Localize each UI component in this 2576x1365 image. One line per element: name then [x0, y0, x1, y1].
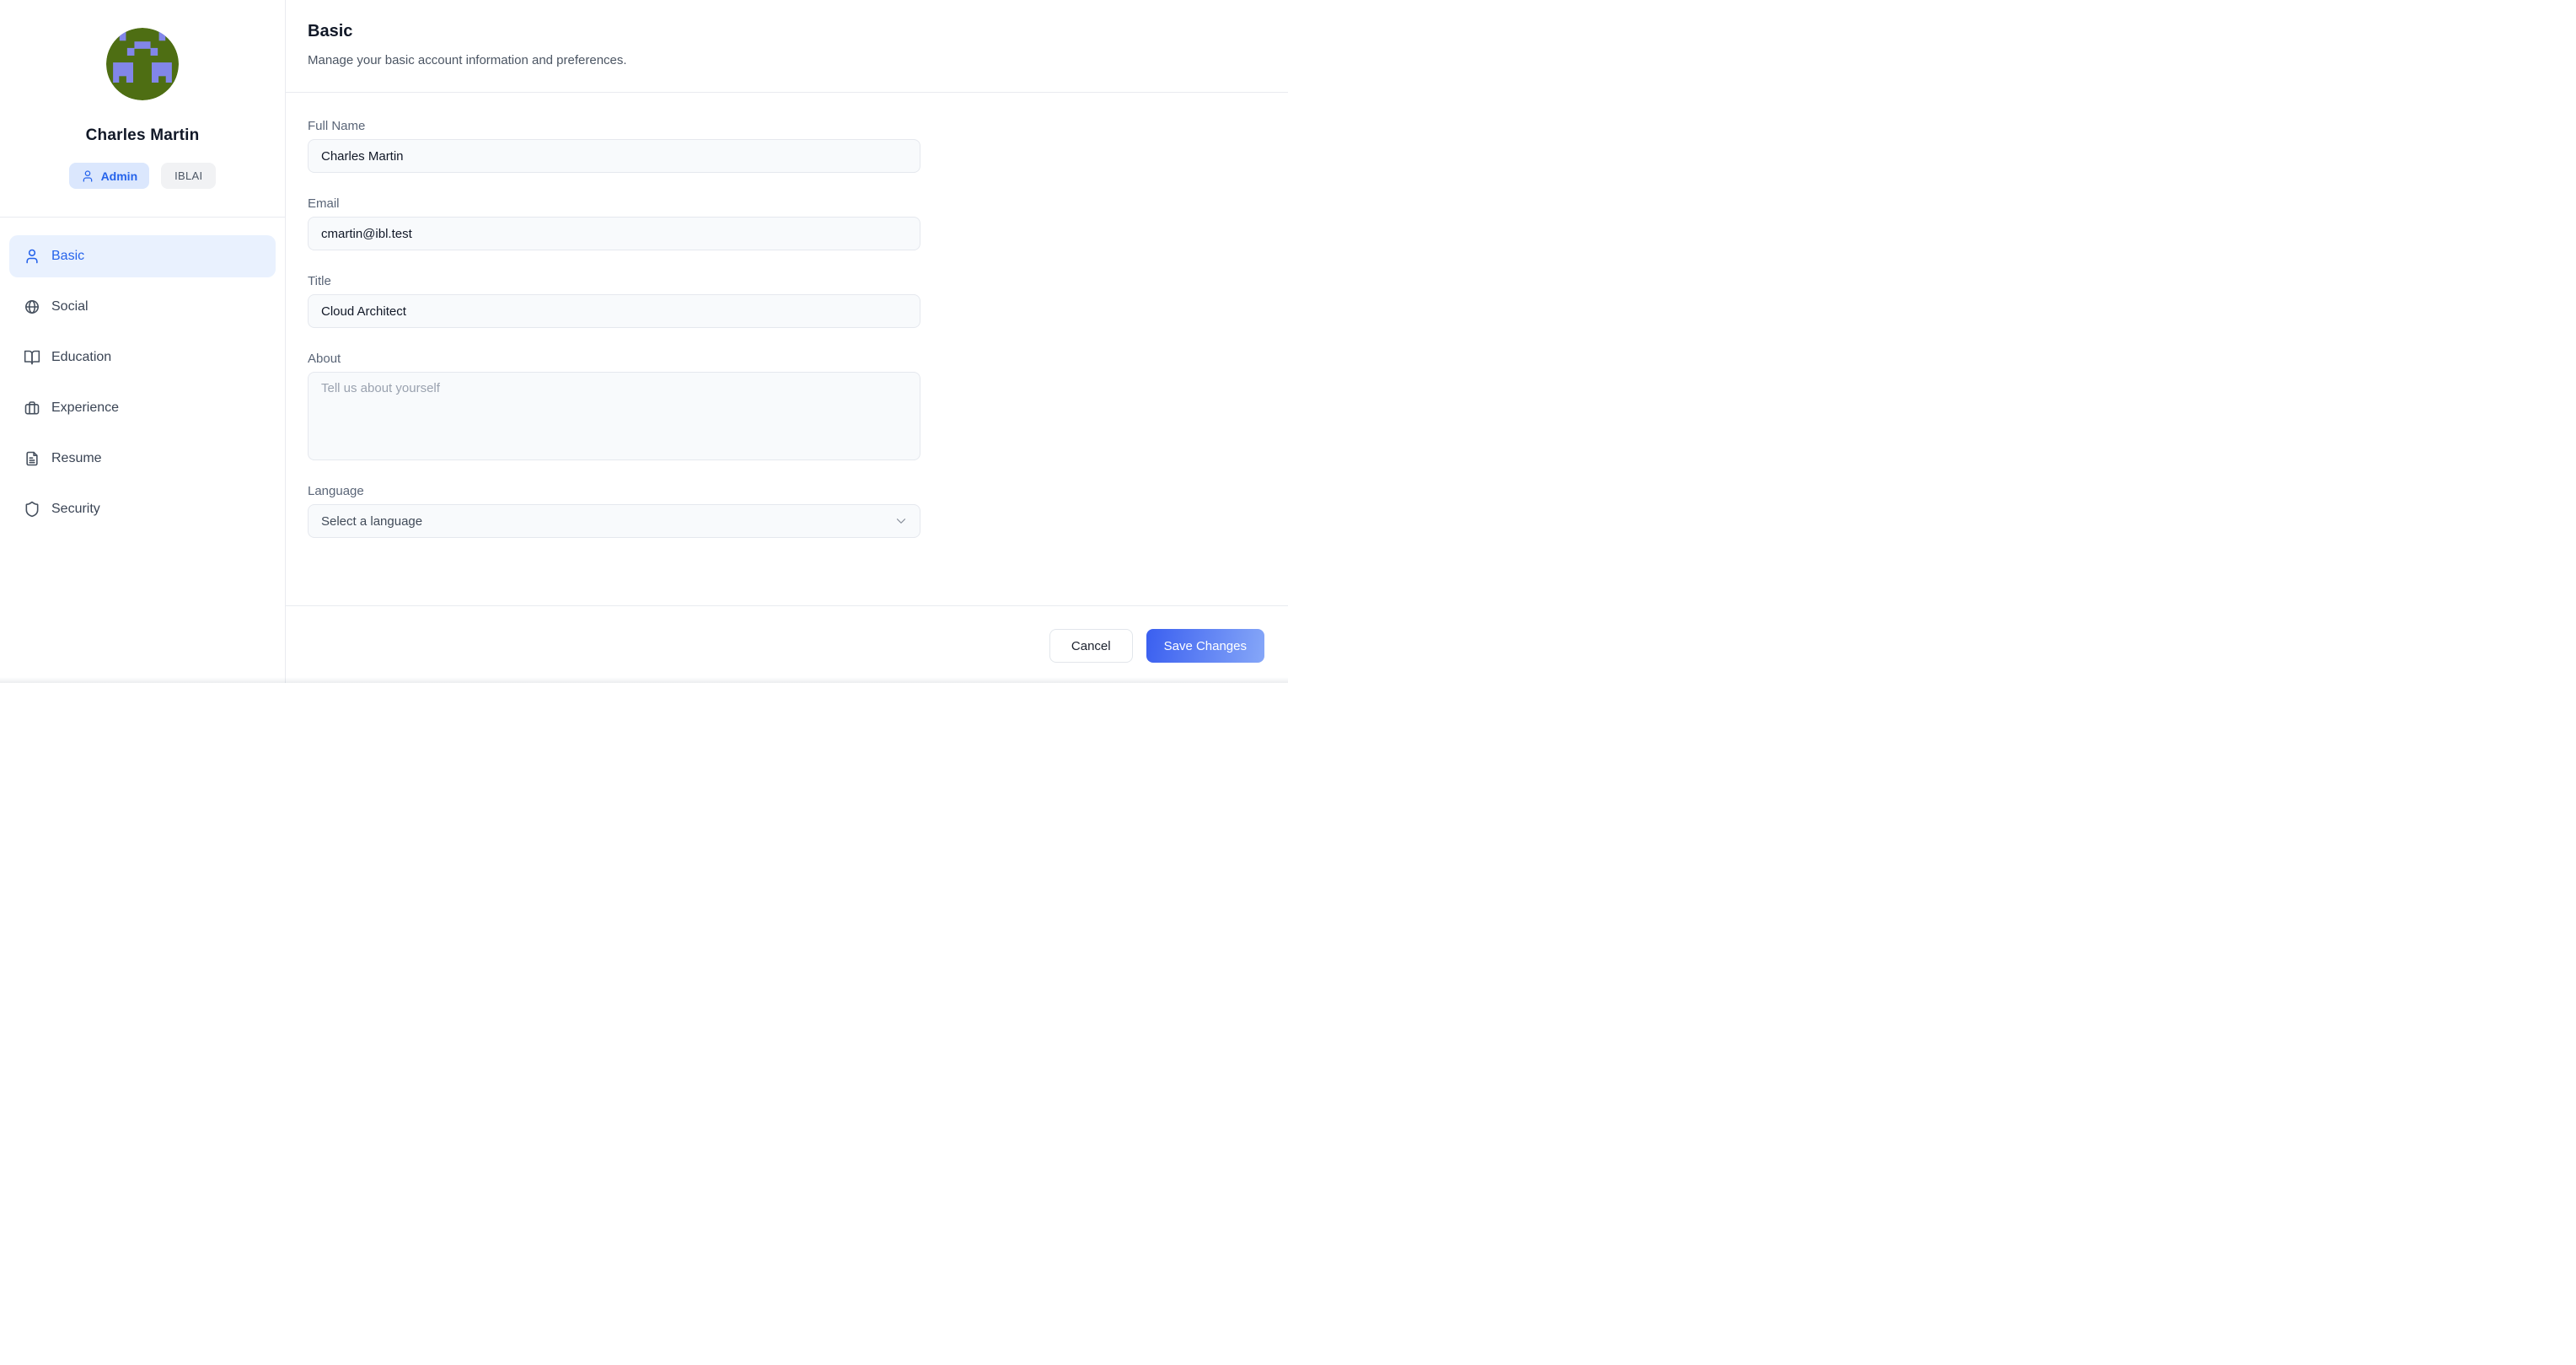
admin-badge — [69, 163, 150, 189]
title-group — [308, 273, 920, 328]
basic-info-form — [286, 93, 1288, 605]
profile-badges — [0, 163, 285, 189]
title-input[interactable] — [308, 294, 920, 328]
panel-header — [286, 0, 1288, 93]
account-settings-page — [0, 0, 1288, 683]
sidebar-item-label: Security — [51, 502, 100, 516]
book-open-icon — [24, 349, 40, 366]
title-label: Title — [308, 274, 331, 288]
language-group — [308, 483, 920, 538]
file-text-icon — [24, 450, 40, 467]
full-name-input[interactable] — [308, 139, 920, 173]
basic-settings-panel — [286, 0, 1288, 683]
language-select-value: Select a language — [321, 513, 423, 529]
sidebar-item-education[interactable] — [9, 336, 276, 379]
profile-summary — [0, 0, 285, 218]
sidebar-item-label: Social — [51, 299, 89, 314]
sidebar-item-security[interactable] — [9, 488, 276, 530]
sidebar-item-label: Education — [51, 350, 112, 364]
sidebar-item-resume[interactable] — [9, 438, 276, 480]
user-icon — [81, 169, 94, 183]
sidebar-item-experience[interactable] — [9, 387, 276, 429]
admin-badge-label: Admin — [100, 169, 138, 183]
profile-sidebar — [0, 0, 286, 683]
sidebar-item-label: Basic — [51, 249, 85, 263]
briefcase-icon — [24, 400, 40, 416]
cancel-button[interactable]: Cancel — [1049, 629, 1133, 663]
sidebar-item-basic[interactable] — [9, 235, 276, 277]
language-select[interactable] — [308, 504, 920, 538]
shield-icon — [24, 501, 40, 518]
globe-icon — [24, 298, 40, 315]
sidebar-item-social[interactable] — [9, 286, 276, 328]
form-footer — [286, 605, 1288, 683]
page-title: Basic — [308, 22, 353, 40]
org-badge-label: IBLAI — [174, 169, 203, 182]
email-field[interactable] — [308, 217, 920, 250]
about-label: About — [308, 352, 341, 366]
email-label: Email — [308, 196, 340, 211]
profile-name: Charles Martin — [85, 126, 200, 144]
full-name-label: Full Name — [308, 119, 366, 133]
settings-nav — [0, 218, 285, 539]
sidebar-item-label: Resume — [51, 451, 102, 465]
email-group — [308, 196, 920, 250]
language-label: Language — [308, 484, 364, 498]
org-badge — [161, 163, 216, 189]
about-textarea[interactable] — [308, 372, 920, 460]
chevron-down-icon — [894, 513, 909, 529]
sidebar-item-label: Experience — [51, 400, 120, 415]
avatar — [106, 28, 179, 100]
full-name-group — [308, 118, 920, 173]
page-subtitle: Manage your basic account information and preferences. — [308, 53, 627, 67]
user-icon — [24, 248, 40, 265]
save-changes-button[interactable]: Save Changes — [1146, 629, 1264, 663]
about-group — [308, 351, 920, 460]
